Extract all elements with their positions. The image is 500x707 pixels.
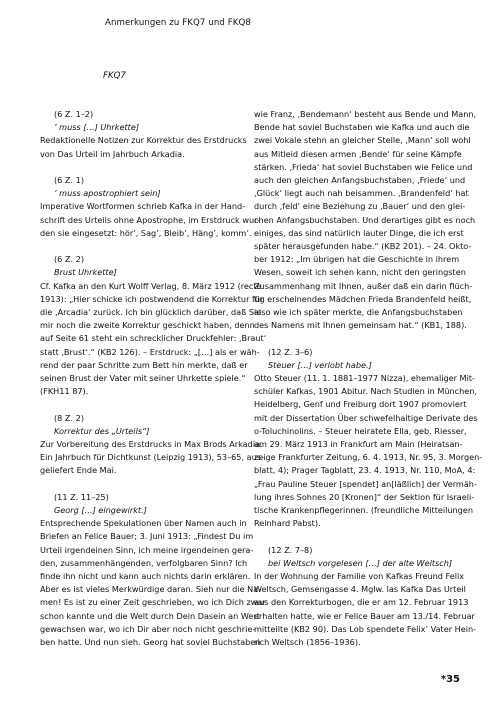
page-number: *35 — [440, 674, 460, 685]
text-line: die ‚Arcadia‘ zurück. Ich bin glücklich darüber, daß Sie — [40, 307, 262, 318]
text-line: am 29. März 1913 in Frankfurt am Main (Heiratsan- — [254, 439, 463, 450]
text-line: (FKH11 87). — [40, 386, 89, 397]
text-line: zeige Frankfurter Zeitung, 6. 4. 1913, Nr. 95, 3. Morgen- — [254, 452, 483, 463]
text-line: wie Franz, ‚Bendemann‘ besteht aus Bende und Mann, — [254, 109, 477, 119]
text-line: den, zusammenhängenden, verfolgbaren Sinn? Ich — [40, 557, 248, 568]
text-line: Imperative Wortformen schrieb Kafka in der Hand- — [40, 201, 246, 212]
text-line: auch den gleichen Anfangsbuchstaben, ‚Friede‘ und — [254, 175, 466, 186]
text-line: men! Es ist zu einer Zeit geschrieben, wo ich Dich zwar — [40, 597, 266, 608]
note-reference: (6 Z. 1) — [54, 175, 84, 185]
note-lemma: Korrektur des „Urteils“] — [54, 425, 150, 436]
text-line: schon kannte und die Welt durch Dein Dasein an Wert — [40, 610, 260, 621]
note-reference: (6 Z. 1–2) — [54, 109, 94, 119]
text-line: Entsprechende Spekulationen über Namen auch in — [40, 518, 247, 529]
right-column — [254, 108, 483, 649]
note-lemma: bei Weltsch vorgelesen […] der alte Weltsch] — [268, 557, 453, 568]
text-line: auf Seite 61 steht ein schrecklicher Druckfehler: ‚Braut‘ — [40, 333, 267, 344]
text-line: ber 1912: „Im übrigen hat die Geschichte in ihrem — [254, 254, 460, 265]
text-line: blatt, 4); Prager Tagblatt, 23. 4. 1913, Nr. 110, MoA, 4: — [254, 465, 476, 476]
note-reference: (12 Z. 7–8) — [268, 544, 313, 555]
text-line: also wie ich später merkte, die Anfangsbuchstaben — [254, 307, 463, 318]
text-line: gewachsen war, wo ich Dir aber noch nicht geschrie- — [40, 623, 256, 634]
text-line: später herausgefunden habe.“ (KB2 201). – 24. Okto- — [254, 241, 472, 252]
text-line: finde ihn nicht und kann auch nichts darin erklären. — [40, 571, 251, 582]
text-line: mitteilte (KB2 90). Das Lob spendete Felix’ Vater Hein- — [254, 623, 477, 634]
text-line: lung ihres Sohnes 20 [Kronen]“ der Sektion für Israeli- — [254, 491, 475, 502]
text-line: den sie eingesetzt: hör’, Sag’, Bleib’, Häng’, komm’. — [40, 227, 252, 238]
text-line: „Frau Pauline Steuer [spendet] an[läßlich] der Vermäh- — [254, 478, 477, 489]
text-line: schüler Kafkas, 1901 Abitur. Nach Studien in München, — [254, 386, 478, 397]
text-line: seinen Brust der Vater mit seiner Uhrkette spiele.“ — [40, 373, 246, 384]
text-line: Aber es ist vieles Merkwürdige daran. Sieh nur die Na- — [40, 584, 262, 595]
note-lemma: Georg […] eingewirkt.] — [54, 505, 147, 516]
text-line: ben hatte. Und nun sieh. Georg hat soviel Buchstaben — [40, 637, 261, 648]
text-line: tische Krankenpflegerinnen. (freundliche Mitteilungen — [254, 505, 473, 516]
text-line: Reinhard Pabst). — [254, 518, 321, 529]
text-line: erhalten hatte, wie er Felice Bauer am 13./14. Februar — [254, 610, 475, 621]
text-line: zwei Vokale stehn an gleicher Stelle, ‚Mann‘ soll wohl — [254, 135, 471, 146]
text-line: Redaktionelle Notizen zur Korrektur des Erstdrucks — [40, 135, 247, 146]
text-line: rich Weltsch (1856–1936). — [254, 637, 361, 648]
paragraph-gap — [254, 332, 430, 345]
text-line: von Das Urteil im Jahrbuch Arkadia. — [40, 148, 185, 159]
text-line: Briefen an Felice Bauer; 3. Juni 1913: „Findest Du im — [40, 531, 254, 542]
text-line: Zusammenhang mit Ihnen, außer daß ein darin flüch- — [254, 280, 473, 291]
note-reference: (11 Z. 11–25) — [54, 491, 109, 502]
text-line: statt ‚Brust‘.“ (KB2 126). – Erstdruck: „[…] als er wäh- — [40, 346, 260, 357]
text-line: chen Anfangsbuchstaben. Und derartiges gibt es noch — [254, 214, 476, 225]
paragraph-gap — [40, 240, 216, 253]
text-line: rend der paar Schritte zum Bett hin merkte, daß er — [40, 359, 248, 370]
note-lemma: Brust Uhrkette] — [54, 267, 117, 278]
text-line: schrift des Urteils ohne Apostrophe, im Erstdruck wur- — [40, 214, 260, 225]
text-line: geliefert Ende Mai. — [40, 465, 117, 476]
text-line: Ein Jahrbuch für Dichtkunst (Leipzig 1913), 53–65, aus- — [40, 452, 264, 463]
text-line: Cf. Kafka an den Kurt Wolff Verlag, 8. März 1912 (recte — [40, 280, 262, 291]
note-lemma: ’ muss apostrophiert sein] — [54, 188, 161, 199]
left-column — [40, 108, 267, 649]
text-line: In der Wohnung der Familie von Kafkas Freund Felix — [254, 571, 465, 582]
text-line: ‚Glück‘ liegt auch nah beisammen. ‚Brandenfeld‘ hat — [254, 188, 469, 199]
paragraph-gap — [40, 398, 216, 411]
section-title: FKQ7 — [103, 71, 126, 81]
text-line: Wesen, soweit ich sehen kann, nicht den geringsten — [254, 267, 466, 278]
text-line: einiges, das sind natürlich lauter Dinge, die ich erst — [254, 227, 464, 238]
note-reference: (6 Z. 2) — [54, 254, 84, 265]
text-line: Heidelberg, Genf und Freiburg dort 1907 promoviert — [254, 399, 467, 410]
text-line: tig erscheinendes Mädchen Frieda Brandenfeld heißt, — [254, 293, 472, 304]
paragraph-gap — [40, 161, 216, 174]
text-line: durch ‚feld‘ eine Beziehung zu ‚Bauer‘ und den glei- — [254, 201, 466, 212]
text-line: o-Toluchinolins. – Steuer heiratete Ella, geb. Riesser, — [254, 425, 467, 436]
text-line: aus den Korrekturbogen, die er am 12. Februar 1913 — [254, 597, 469, 608]
text-line: des Namens mit Ihnen gemeinsam hat.“ (KB1, 188). — [254, 320, 467, 331]
text-line: stärken. ‚Frieda‘ hat soviel Buchstaben wie Felice und — [254, 161, 473, 172]
note-reference: (8 Z. 2) — [54, 412, 84, 423]
text-line: aus Mitleid diesen armen ‚Bende‘ für seine Kämpfe — [254, 148, 462, 159]
text-line: Urteil irgendeinen Sinn, ich meine irgendeinen gera- — [40, 544, 254, 555]
running-header: Anmerkungen zu FKQ7 und FKQ8 — [105, 18, 251, 28]
text-line: Bende hat soviel Buchstaben wie Kafka und auch die — [254, 122, 470, 133]
text-line: Weltsch, Gemsengasse 4. Mglw. las Kafka Das Urteil — [254, 584, 466, 595]
text-line: mit der Dissertation Über schwefelhaltige Derivate des — [254, 412, 478, 423]
note-lemma: Steuer […] verlobt habe.] — [268, 359, 372, 370]
note-lemma: ’ muss […] Uhrkette] — [54, 122, 140, 133]
paragraph-gap — [40, 478, 216, 491]
text-line: Otto Steuer (11. 1. 1881–1977 Nizza), ehemaliger Mit- — [254, 373, 475, 384]
paragraph-gap — [254, 530, 430, 543]
note-reference: (12 Z. 3–6) — [268, 346, 313, 357]
text-line: 1913): „Hier schicke ich postwendend die Korrektur für — [40, 293, 264, 304]
text-line: mir noch die zweite Korrektur geschickt haben, denn — [40, 320, 255, 331]
text-line: Zur Vorbereitung des Erstdrucks in Max Brods Arkadia. — [40, 439, 263, 450]
